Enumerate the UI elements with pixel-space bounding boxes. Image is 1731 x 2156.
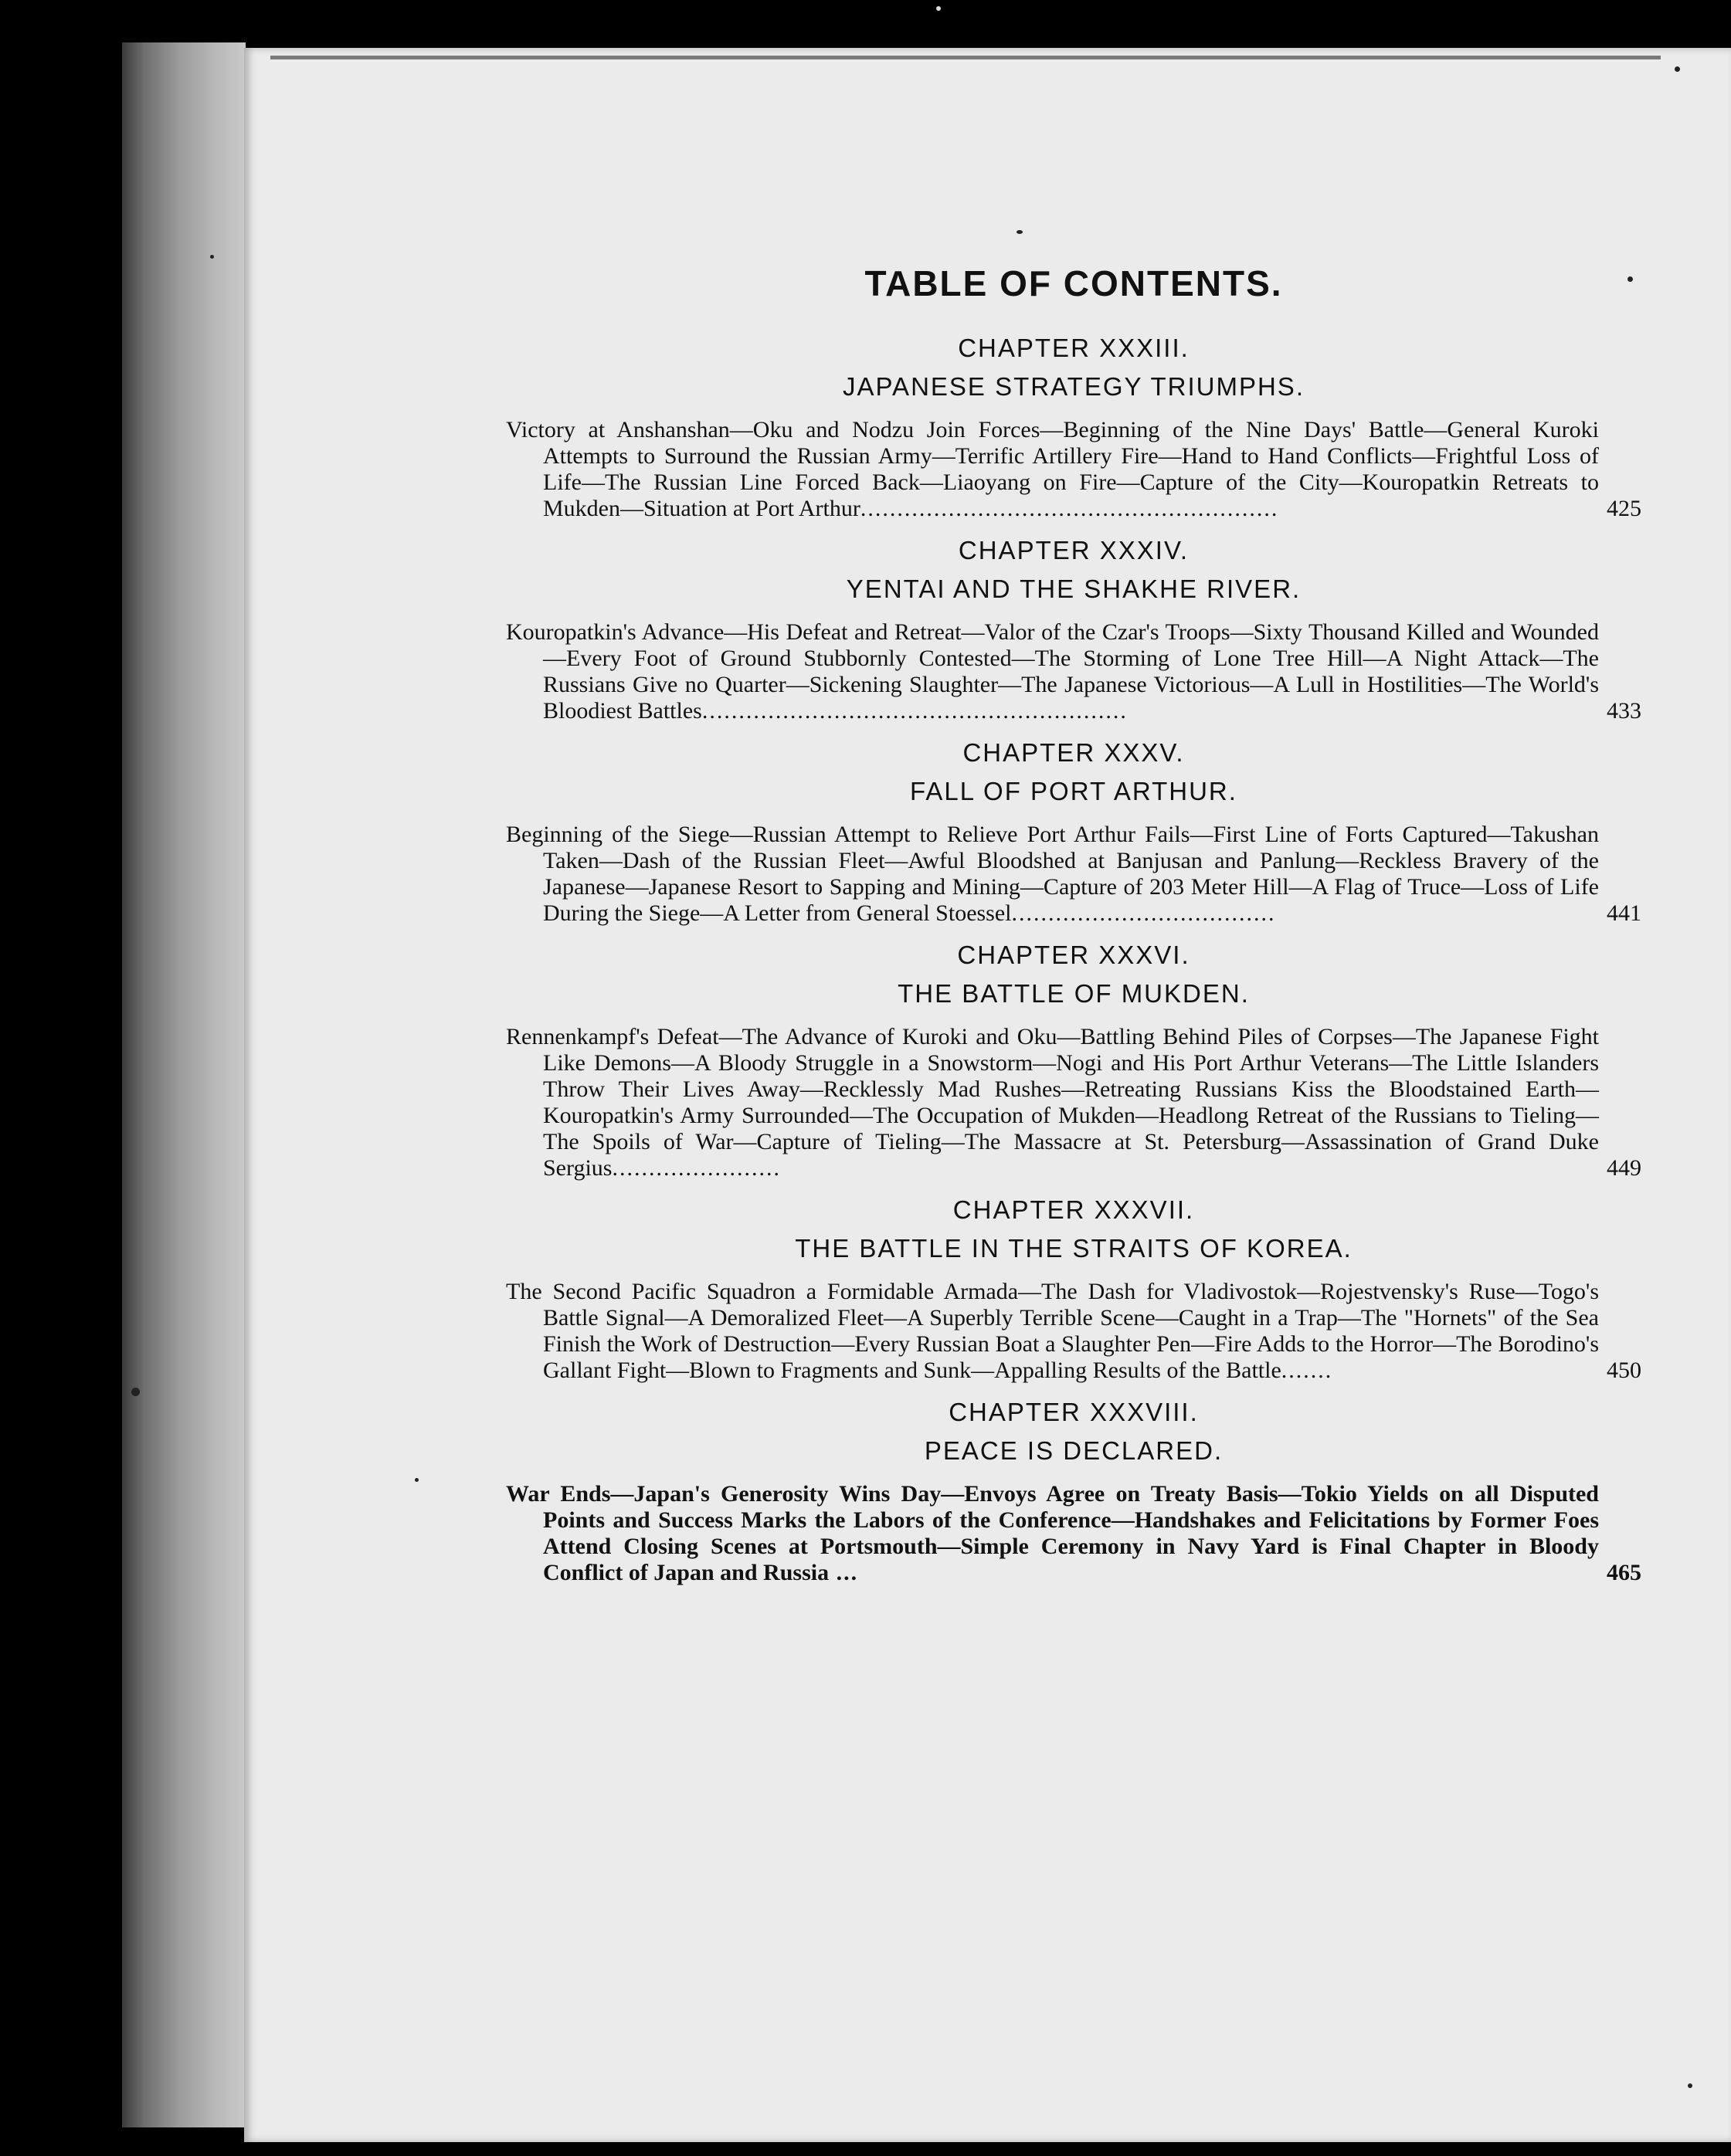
- chapter-summary: [506, 417, 1641, 522]
- table-of-contents: [506, 263, 1641, 1600]
- summary-text: Victory at Anshanshan—Oku and Nodzu Join Forces—Beginning of the Nine Days' Battle—General Kuroki Attempts to Surround the Russian Army—Terrific Artillery Fire—Hand to Hand Conflicts—Frightful Loss of Life—The Russian Line Forced Back—Liaoyang on Fire—Capture of the City—Kouropatkin Retreats to Mukden—Situation at Port Arthur: [506, 417, 1599, 521]
- page-number: 450: [1607, 1358, 1641, 1383]
- book-spine-shadow: [122, 42, 246, 2127]
- chapter-summary: [506, 1279, 1641, 1384]
- page-number: 433: [1607, 698, 1641, 724]
- page-number: 425: [1607, 496, 1641, 521]
- chapter-number: CHAPTER XXXIII.: [958, 334, 1190, 362]
- summary-text: Rennenkampf's Defeat—The Advance of Kuroki and Oku—Battling Behind Piles of Corpses—The Japanese Fight Like Demons—A Bloody Struggle in a Snowstorm—Nogi and His Port Arthur Veterans—The Little Islanders Throw Their Lives Away—Recklessly Mad Rushes—Retreating Russians Kiss the Bloodstained Earth—Kouropatkin's Army Surrounded—The Occupation of Mukden—Headlong Retreat of the Russians to Tieling—The Spoils of War—Capture of Tieling—The Massacre at St. Petersburg—Assassination of Grand Duke Sergius: [506, 1024, 1599, 1181]
- chapter-entry: [506, 1398, 1641, 1586]
- dot-leader: .........................................................: [860, 496, 1279, 521]
- chapter-number: CHAPTER XXXIV.: [958, 536, 1190, 564]
- summary-text: Beginning of the Siege—Russian Attempt to Relieve Port Arthur Fails—First Line of Forts Captured—Takushan Taken—Dash of the Russian Fleet—Awful Bloodshed at Banjusan and Panlung—Reckless Bravery of the Japanese—Japanese Resort to Sapping and Mining—Capture of 203 Meter Hill—A Flag of Truce—Loss of Life During the Siege—A Letter from General Stoessel: [506, 822, 1599, 926]
- chapter-title: THE BATTLE OF MUKDEN.: [898, 979, 1250, 1008]
- scan-speck: [936, 6, 941, 11]
- page-number: 449: [1607, 1155, 1641, 1181]
- chapter-entry: [506, 536, 1641, 724]
- scan-speck: [131, 1388, 140, 1396]
- page-number: 441: [1607, 900, 1641, 926]
- dot-leader: .......................: [612, 1155, 781, 1181]
- chapter-entry: [506, 738, 1641, 927]
- chapter-title: FALL OF PORT ARTHUR.: [910, 777, 1237, 805]
- summary-text: The Second Pacific Squadron a Formidable Armada—The Dash for Vladivostok—Rojestvensky's Ruse—Togo's Battle Signal—A Demoralized Fleet—A Superbly Terrible Scene—Caught in a Trap—The "Hornets" of the Sea Finish the Work of Destruction—Every Russian Boat a Slaughter Pen—Fire Adds to the Horror—The Borodino's Gallant Fight—Blown to Fragments and Sunk—Appalling Results of the Battle: [506, 1279, 1599, 1383]
- chapter-title: PEACE IS DECLARED.: [924, 1436, 1224, 1465]
- chapter-number: CHAPTER XXXVIII.: [949, 1398, 1199, 1426]
- dot-leader: ...: [829, 1560, 859, 1585]
- chapter-summary: [506, 1024, 1641, 1181]
- chapter-number: CHAPTER XXXVI.: [957, 941, 1190, 969]
- page-top-edge: [270, 56, 1661, 59]
- summary-text: War Ends—Japan's Generosity Wins Day—Envoys Agree on Treaty Basis—Tokio Yields on all Disputed Points and Success Marks the Labors of the Conference—Handshakes and Felicitations by Former Foes Attend Closing Scenes at Portsmouth—Simple Ceremony in Navy Yard is Final Chapter in Bloody Conflict of Japan and Russia: [506, 1481, 1599, 1585]
- scan-speck: [1017, 230, 1023, 234]
- dot-leader: ....................................: [1011, 900, 1276, 926]
- scan-speck: [210, 255, 214, 259]
- chapter-entry: [506, 941, 1641, 1181]
- chapter-summary: [506, 1481, 1641, 1586]
- chapter-summary: [506, 822, 1641, 927]
- summary-text: Kouropatkin's Advance—His Defeat and Retreat—Valor of the Czar's Troops—Sixty Thousand Killed and Wounded—Every Foot of Ground Stubbornly Contested—The Storming of Lone Tree Hill—A Night Attack—The Russians Give no Quarter—Sickening Slaughter—The Japanese Victorious—A Lull in Hostilities—The World's Bloodiest Battles: [506, 619, 1599, 724]
- scan-speck: [1688, 2083, 1692, 2088]
- chapter-number: CHAPTER XXXV.: [962, 738, 1185, 767]
- dot-leader: .......: [1281, 1358, 1333, 1383]
- chapter-entry: [506, 1195, 1641, 1384]
- scan-speck: [415, 1478, 419, 1482]
- dot-leader: ..........................................................: [701, 698, 1128, 724]
- scan-speck: [1675, 66, 1680, 72]
- page-number: 465: [1607, 1560, 1641, 1585]
- chapter-title: YENTAI AND THE SHAKHE RIVER.: [846, 575, 1302, 603]
- chapter-title: JAPANESE STRATEGY TRIUMPHS.: [842, 372, 1305, 401]
- chapter-title: THE BATTLE IN THE STRAITS OF KOREA.: [795, 1234, 1353, 1263]
- chapter-summary: [506, 619, 1641, 724]
- page-title: TABLE OF CONTENTS.: [864, 263, 1283, 303]
- chapter-entry: [506, 334, 1641, 522]
- chapter-number: CHAPTER XXXVII.: [952, 1195, 1195, 1224]
